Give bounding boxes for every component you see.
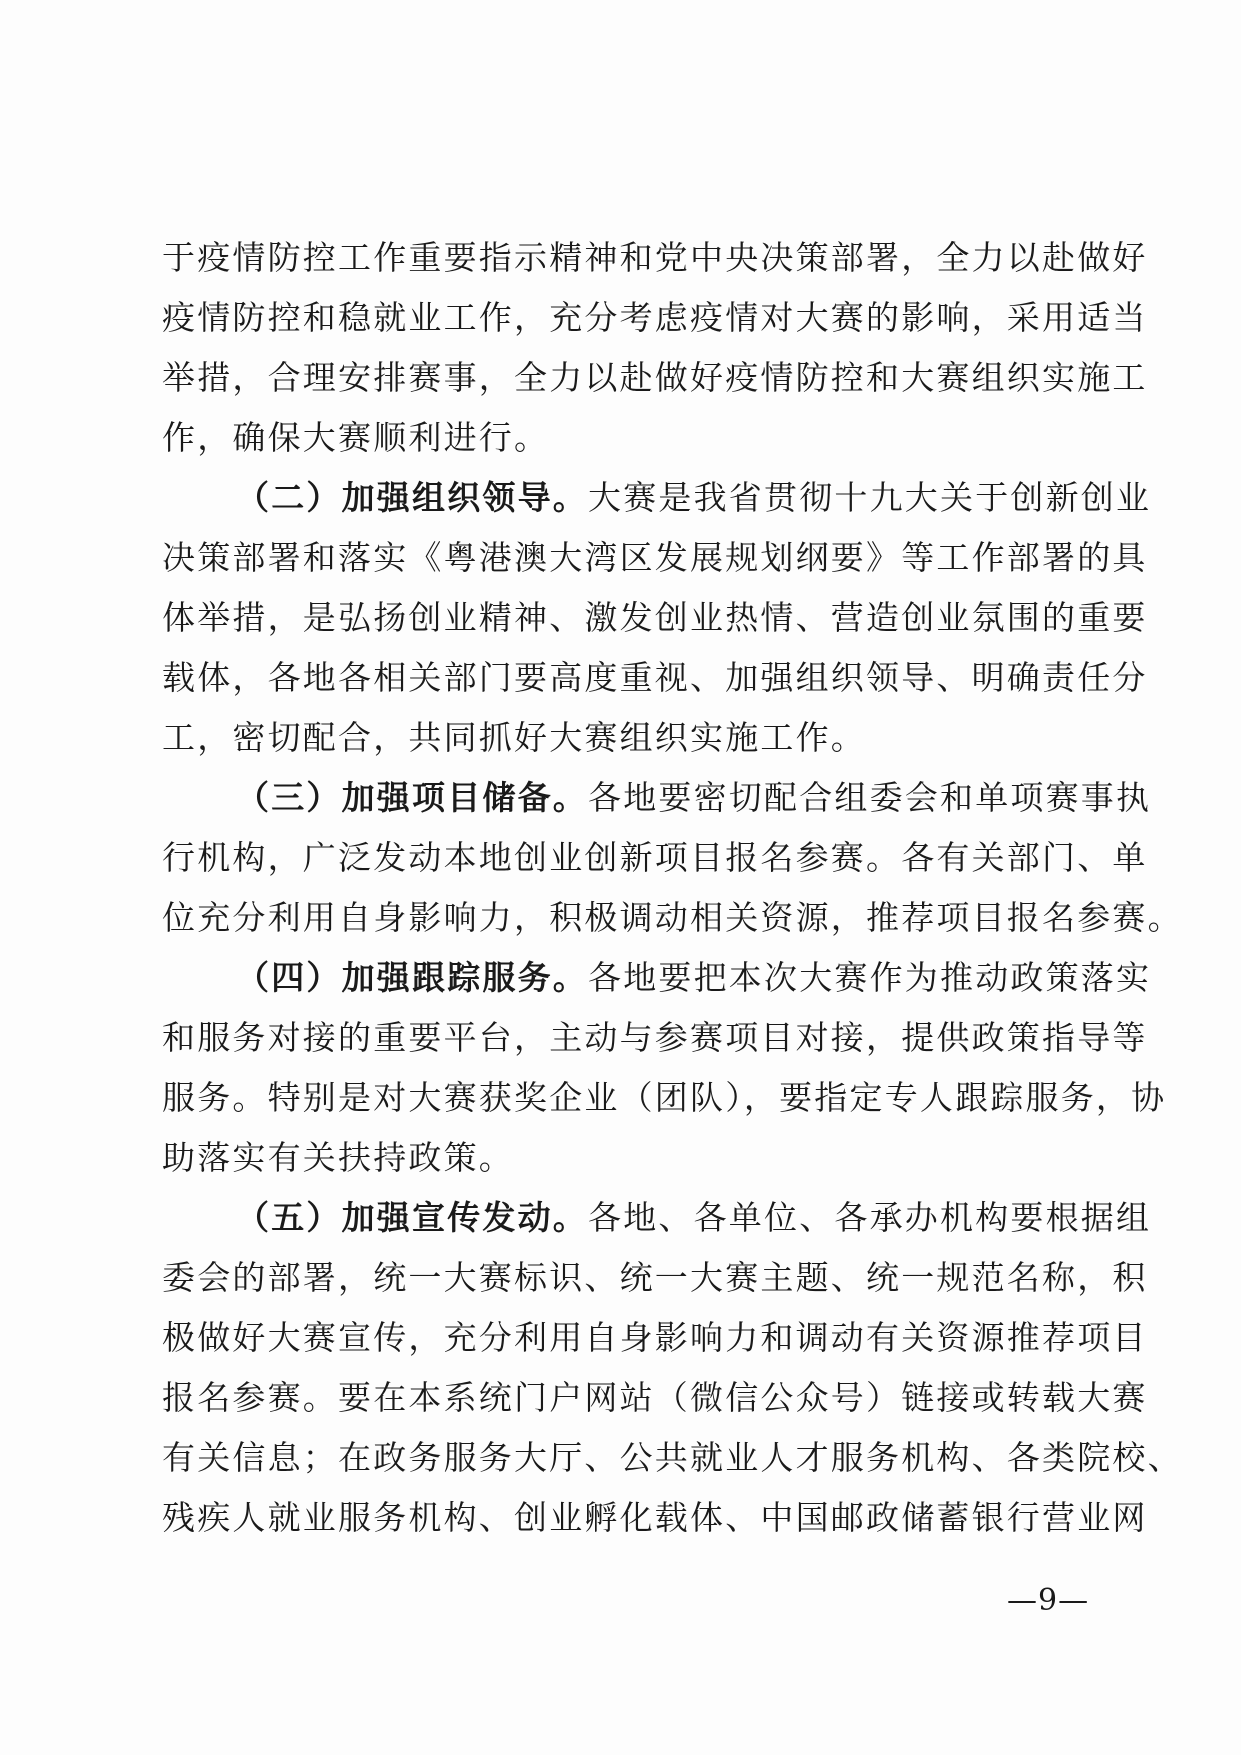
paragraph-3-line-1 <box>162 768 1152 828</box>
paragraph-4-line-4: 助落实有关扶持政策。 <box>162 1138 514 1177</box>
paragraph-5-line-5: 有关信息；在政务服务大厅、公共就业人才服务机构、各类院校、 <box>162 1438 1183 1477</box>
document-body <box>162 228 1183 1548</box>
paragraph-4-heading: （四）加强跟踪服务。 <box>236 958 588 997</box>
paragraph-2-first-text: 大赛是我省贯彻十九大关于创新创业 <box>588 478 1152 517</box>
paragraph-5-first-text: 各地、各单位、各承办机构要根据组 <box>588 1198 1152 1237</box>
page-number: —9— <box>1007 1583 1090 1618</box>
paragraph-3-line-3: 位充分利用自身影响力，积极调动相关资源，推荐项目报名参赛。 <box>162 898 1183 937</box>
paragraph-4-first-text: 各地要把本次大赛作为推动政策落实 <box>588 958 1152 997</box>
paragraph-4-line-3: 服务。特别是对大赛获奖企业（团队），要指定专人跟踪服务，协 <box>162 1078 1167 1117</box>
paragraph-5-line-4: 报名参赛。要在本系统门户网站（微信公众号）链接或转载大赛 <box>162 1378 1148 1417</box>
paragraph-3-line-2: 行机构，广泛发动本地创业创新项目报名参赛。各有关部门、单 <box>162 838 1148 877</box>
paragraph-5-heading: （五）加强宣传发动。 <box>236 1198 588 1237</box>
paragraph-2-line-1 <box>162 468 1152 528</box>
paragraph-2-line-4: 载体，各地各相关部门要高度重视、加强组织领导、明确责任分 <box>162 658 1148 697</box>
paragraph-5-line-3: 极做好大赛宣传，充分利用自身影响力和调动有关资源推荐项目 <box>162 1318 1148 1357</box>
paragraph-2-line-2: 决策部署和落实《粤港澳大湾区发展规划纲要》等工作部署的具 <box>162 538 1148 577</box>
paragraph-2-line-3: 体举措，是弘扬创业精神、激发创业热情、营造创业氛围的重要 <box>162 598 1148 637</box>
paragraph-1-line-4: 作，确保大赛顺利进行。 <box>162 418 550 457</box>
paragraph-2-line-5: 工，密切配合，共同抓好大赛组织实施工作。 <box>162 718 866 757</box>
paragraph-2-heading: （二）加强组织领导。 <box>236 478 588 517</box>
paragraph-1-line-1: 于疫情防控工作重要指示精神和党中央决策部署，全力以赴做好 <box>162 238 1148 277</box>
paragraph-4-line-1 <box>162 948 1152 1008</box>
paragraph-3-heading: （三）加强项目储备。 <box>236 778 588 817</box>
paragraph-3-first-text: 各地要密切配合组委会和单项赛事执 <box>588 778 1152 817</box>
paragraph-5-line-1 <box>162 1188 1152 1248</box>
paragraph-1-line-3: 举措，合理安排赛事，全力以赴做好疫情防控和大赛组织实施工 <box>162 358 1148 397</box>
paragraph-5-line-2: 委会的部署，统一大赛标识、统一大赛主题、统一规范名称，积 <box>162 1258 1148 1297</box>
paragraph-5-line-6: 残疾人就业服务机构、创业孵化载体、中国邮政储蓄银行营业网 <box>162 1498 1148 1537</box>
paragraph-1-line-2: 疫情防控和稳就业工作，充分考虑疫情对大赛的影响，采用适当 <box>162 298 1148 337</box>
paragraph-4-line-2: 和服务对接的重要平台，主动与参赛项目对接，提供政策指导等 <box>162 1018 1148 1057</box>
